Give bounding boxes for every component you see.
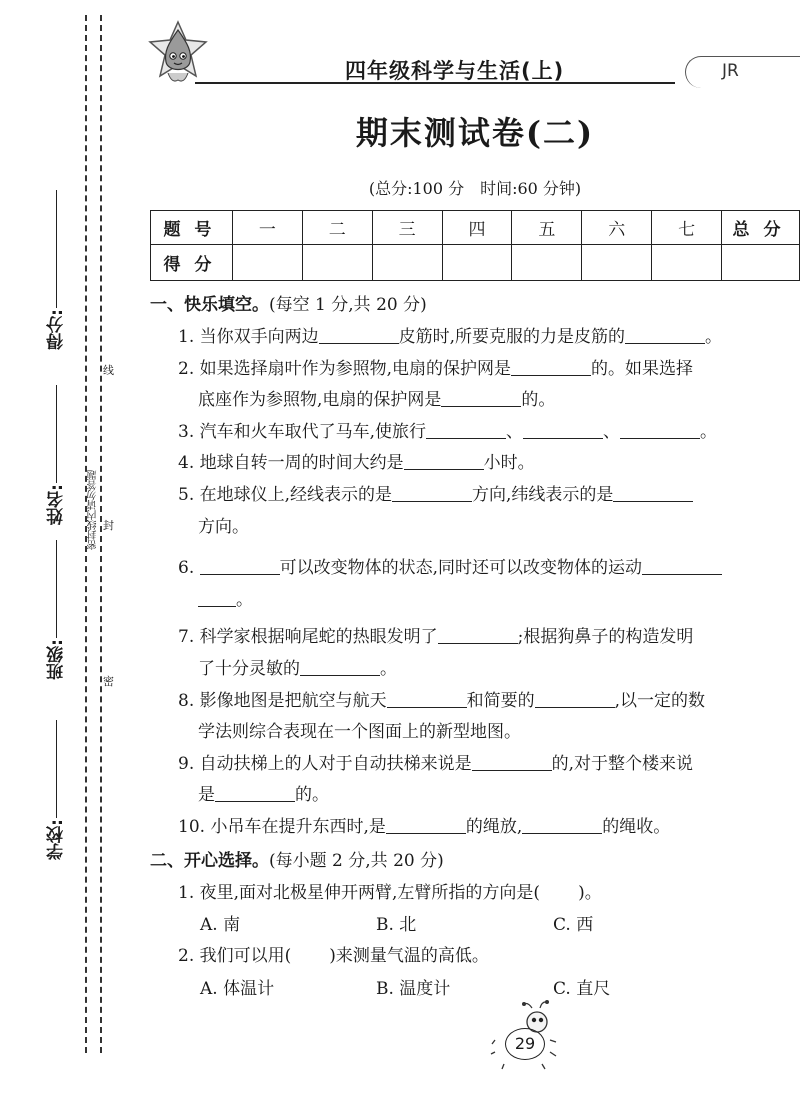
q-text: 。 — [236, 589, 253, 610]
q-text: 的绳放, — [465, 816, 523, 837]
name-field-line — [56, 385, 57, 483]
score-cell-1[interactable] — [232, 245, 302, 281]
q-text: )来测量气温的高低。 — [329, 946, 489, 967]
answer-blank[interactable] — [200, 554, 280, 575]
q-text: 3. 汽车和火车取代了马车,使旅行 — [178, 421, 427, 442]
question-1-2-cont — [150, 385, 800, 417]
school-field[interactable] — [36, 720, 76, 860]
question-1-10 — [150, 812, 800, 844]
answer-blank[interactable] — [642, 554, 722, 575]
q-text: 、 — [506, 421, 524, 442]
option-a[interactable]: A. 南 — [200, 915, 241, 936]
question-1-6 — [150, 543, 800, 585]
score-table-header-row — [151, 211, 800, 245]
q-text: 8. 影像地图是把航空与航天 — [178, 690, 387, 711]
score-label: 得分: — [47, 309, 67, 350]
answer-blank[interactable] — [511, 355, 591, 376]
q-text: ,以一定的数 — [614, 690, 706, 711]
q-text: 学法则综合表现在一个图面上的新型地图。 — [198, 722, 521, 743]
q-text: ;根据狗鼻子的构造发明 — [517, 627, 694, 648]
q-text: 1. 夜里,面对北极星伸开两臂,左臂所指的方向是( — [178, 882, 541, 903]
q-text: 可以改变物体的状态,同时还可以改变物体的运动 — [279, 558, 643, 579]
score-cell-4[interactable] — [442, 245, 512, 281]
score-col-7: 七 — [652, 211, 722, 245]
score-cell-3[interactable] — [372, 245, 442, 281]
option-a[interactable]: A. 体温计 — [200, 978, 275, 999]
q-text: 7. 科学家根据响尾蛇的热眼发明了 — [178, 627, 438, 648]
score-cell-5[interactable] — [512, 245, 582, 281]
q-text: 2. 我们可以用( — [178, 946, 292, 967]
section1-heading — [150, 288, 800, 322]
option-c[interactable]: C. 西 — [553, 915, 594, 936]
q-text: 10. 小吊车在提升东西时,是 — [178, 816, 386, 837]
option-b[interactable]: B. 北 — [376, 915, 417, 936]
question-1-3 — [150, 417, 800, 449]
score-table — [150, 210, 800, 281]
q-text: )。 — [578, 882, 602, 903]
q-text: 9. 自动扶梯上的人对于自动扶梯来说是 — [178, 753, 472, 774]
answer-blank[interactable] — [387, 687, 467, 708]
question-1-8-cont — [150, 717, 800, 749]
answer-blank[interactable] — [404, 449, 484, 470]
answer-blank[interactable] — [472, 750, 552, 771]
answer-blank[interactable] — [625, 323, 705, 344]
question-2-2-options — [150, 973, 800, 1005]
class-field-line — [56, 540, 57, 638]
seal-word-mi: 密 — [103, 675, 114, 688]
q-text: 。 — [705, 327, 723, 347]
q-text: 和简要的 — [466, 690, 535, 711]
answer-blank[interactable] — [319, 323, 399, 344]
score-col-total: 总分 — [722, 211, 800, 245]
answer-blank[interactable] — [438, 623, 518, 644]
section2-heading — [150, 844, 800, 878]
score-table-row2-label: 得分 — [151, 245, 233, 281]
name-field[interactable] — [36, 385, 76, 525]
q-text: 、 — [603, 421, 621, 442]
section1-note: (每空 1 分,共 20 分) — [269, 295, 427, 315]
seal-word-xian: 线 — [103, 364, 114, 377]
answer-blank[interactable] — [613, 481, 693, 502]
answer-blank[interactable] — [426, 418, 506, 439]
star-mascot-icon — [146, 18, 210, 90]
question-1-9 — [150, 749, 800, 781]
score-col-4: 四 — [442, 211, 512, 245]
page-number: 29 — [505, 1028, 545, 1060]
question-1-7-cont — [150, 654, 800, 686]
score-cell-7[interactable] — [652, 245, 722, 281]
q-text: 是 — [198, 785, 215, 806]
score-col-2: 二 — [302, 211, 372, 245]
q-text: 小时。 — [483, 453, 535, 474]
question-1-5 — [150, 480, 800, 512]
answer-blank[interactable] — [441, 386, 521, 407]
question-1-9-cont — [150, 780, 800, 812]
q-text: 5. 在地球仪上,经线表示的是 — [178, 484, 393, 505]
seal-note: 密封线内请勿答题 — [88, 470, 99, 550]
question-1-8 — [150, 686, 800, 718]
class-label: 班级: — [47, 639, 67, 680]
q-text: 1. 当你双手向两边 — [178, 327, 319, 347]
q-text: 底座作为参照物,电扇的保护网是 — [198, 390, 442, 411]
section2-title: 二、开心选择。 — [150, 850, 269, 871]
q-text: 皮筋时,所要克服的力是皮筋的 — [398, 327, 626, 347]
section2-note: (每小题 2 分,共 20 分) — [269, 850, 444, 871]
section1-title: 一、快乐填空。 — [150, 295, 269, 315]
page-title: 期末测试卷(二) — [355, 114, 595, 152]
score-cell-6[interactable] — [582, 245, 652, 281]
score-cell-total[interactable] — [722, 245, 800, 281]
q-text: 6. — [178, 558, 195, 579]
answer-blank[interactable] — [215, 781, 295, 802]
score-field-line — [56, 190, 57, 308]
score-col-6: 六 — [582, 211, 652, 245]
score-table-score-row — [151, 245, 800, 281]
q-text: 2. 如果选择扇叶作为参照物,电扇的保护网是 — [178, 358, 512, 379]
question-2-1-options — [150, 909, 800, 941]
q-text: 。 — [700, 421, 718, 442]
subject-title: 四年级科学与生活(上) — [345, 59, 565, 83]
class-field[interactable] — [36, 540, 76, 680]
score-field[interactable] — [36, 190, 76, 350]
school-label: 学校: — [47, 819, 67, 860]
q-text: 的。如果选择 — [591, 358, 694, 379]
answer-blank[interactable] — [523, 418, 603, 439]
score-col-5: 五 — [512, 211, 582, 245]
q-text: 方向。 — [198, 516, 249, 537]
q-text: 方向,纬线表示的是 — [472, 484, 614, 505]
seal-word-feng: 封 — [103, 519, 114, 532]
answer-blank[interactable] — [392, 481, 472, 502]
question-1-7 — [150, 616, 800, 654]
q-text: 了十分灵敏的 — [198, 658, 300, 679]
q-text: 的,对于整个楼来说 — [551, 753, 694, 774]
q-text: 的。 — [295, 785, 329, 806]
answer-blank[interactable] — [620, 418, 700, 439]
question-1-2 — [150, 354, 800, 386]
q-text: 4. 地球自转一周的时间大约是 — [178, 453, 404, 474]
option-c[interactable]: C. 直尺 — [553, 978, 611, 999]
answer-blank[interactable] — [300, 655, 380, 676]
question-1-6-cont — [150, 585, 800, 617]
exam-content — [150, 288, 800, 1005]
answer-blank[interactable] — [522, 813, 602, 834]
q-text: 的。 — [521, 390, 556, 411]
score-table-row1-label: 题号 — [151, 211, 233, 245]
edition-tag: JR — [685, 56, 800, 88]
score-col-3: 三 — [372, 211, 442, 245]
answer-blank[interactable] — [386, 813, 466, 834]
question-1-5-cont — [150, 512, 800, 544]
question-2-1 — [150, 878, 800, 910]
header-bar — [195, 46, 800, 92]
exam-meta: (总分:100 分 时间:60 分钟) — [368, 179, 582, 198]
score-cell-2[interactable] — [302, 245, 372, 281]
q-text: 。 — [380, 658, 397, 679]
answer-blank[interactable] — [535, 687, 615, 708]
q-text: 的绳收。 — [602, 816, 671, 837]
question-2-2 — [150, 941, 800, 973]
score-col-1: 一 — [232, 211, 302, 245]
option-b[interactable]: B. 温度计 — [376, 978, 451, 999]
question-1-4 — [150, 448, 800, 480]
school-field-line — [56, 720, 57, 818]
answer-blank[interactable] — [198, 586, 236, 607]
question-1-1 — [150, 322, 800, 354]
name-label: 姓名: — [47, 484, 67, 525]
